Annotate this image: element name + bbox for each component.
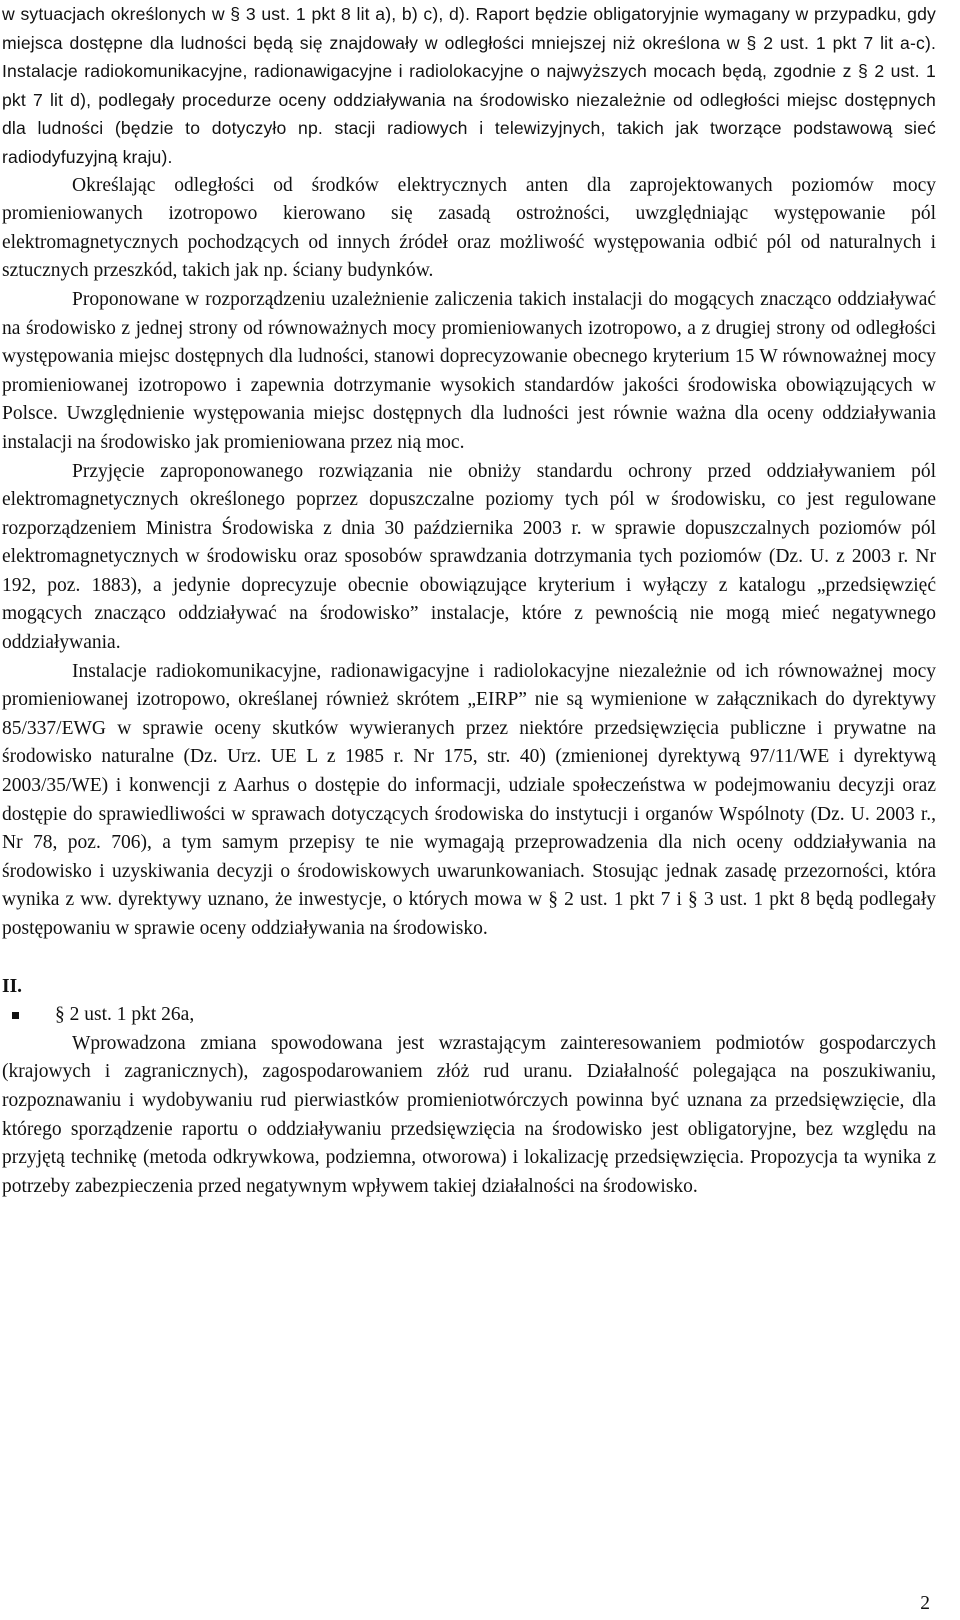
bullet-item <box>2 1001 936 1030</box>
section-heading: II. <box>2 975 23 997</box>
paragraph-6: Wprowadzona zmiana spowodowana jest wzrastającym zainteresowaniem podmiotów gospodarczych (krajowych i zagranicznych), zagospodarowaniem złóż rud uranu. Działalność polegająca na poszukiwaniu, rozpoznawaniu i wydobywaniu rud pierwiastków promieniotwórczych powinna być uznana za przedsięwzięcie, dla którego sporządzenie raportu o oddziaływaniu przedsięwzięcia na środowisko jest obligatoryjne, bez względu na przyjętą technikę (metoda odkrywkowa, podziemna, otworowa) i lokalizację przedsięwzięcia. Propozycja ta wynika z potrzeby zabezpieczenia przed negatywnym wpływem takiej działalności na środowisko. <box>2 1032 936 1197</box>
bullet-item-text: § 2 ust. 1 pkt 26a, <box>55 1004 195 1026</box>
paragraph-4: Przyjęcie zaproponowanego rozwiązania nie obniży standardu ochrony przed oddziaływaniem pól elektromagnetycznych określonego poprzez dopuszczalne poziomy tych pól w środowisku, co jest regulowane rozporządzeniem Ministra Środowiska z dnia 30 października 2003 r. w sprawie dopuszczalnych poziomów pól elektromagnetycznych w środowisku oraz sposobów sprawdzania dotrzymania tych poziomów (Dz. U. z 2003 r. Nr 192, poz. 1883), a jedynie doprecyzuje obecnie obowiązujące kryterium i wyłączy z katalogu „przedsięwzięć mogących znacząco oddziaływać na środowisko” instalacje, które z pewnością nie mogą mieć negatywnego oddziaływania. <box>2 460 936 654</box>
square-bullet-icon <box>12 1012 19 1019</box>
paragraph-5: Instalacje radiokomunikacyjne, radionawigacyjne i radiolokacyjne niezależnie od ich równoważnej mocy promieniowanej izotropowo, określanej również skrótem „EIRP” nie są wymienione w załącznikach do dyrektywy 85/337/EWG w sprawie oceny skutków wywieranych przez niektóre przedsięwzięcia publiczne i prywatne na środowisko naturalne (Dz. Urz. UE L z 1985 r. Nr 175, str. 40) (zmienionej dyrektywą 97/11/WE i dyrektywą 2003/35/WE) i konwencji z Aarhus o dostępie do informacji, udziale społeczeństwa w podejmowaniu decyzji oraz dostępie do sprawiedliwości w sprawach dotyczących środowiska do instytucji i organów Wspólnoty (Dz. U. 2003 r., Nr 78, poz. 706), a tym samym przepisy te nie wymagają przeprowadzenia dla nich oceny oddziaływania na środowisko i uzyskiwania decyzji o środowiskowych uwarunkowaniach. Stosując jednak zasadę przezorności, która wynika z ww. dyrektywy uznano, że inwestycje, o których mowa w § 2 ust. 1 pkt 7 i § 3 ust. 1 pkt 8 będą podlegały postępowaniu w sprawie oceny oddziaływania na środowisko. <box>2 660 936 939</box>
paragraph-2: Określając odległości od środków elektrycznych anten dla zaprojektowanych poziomów mocy promieniowanych izotropowo kierowano się zasadą ostrożności, uwzględniając występowanie pól elektromagnetycznych pochodzących od innych źródeł oraz możliwość występowania odbić pól od naturalnych i sztucznych przeszkód, takich jak np. ściany budynków. <box>2 174 936 282</box>
paragraph-3: Proponowane w rozporządzeniu uzależnienie zaliczenia takich instalacji do mogących znacząco oddziaływać na środowisko z jednej strony od równoważnych mocy promieniowanych izotropowo, a z drugiej strony od odległości występowania miejsc dostępnych dla ludności, stanowi doprecyzowanie obecnego kryterium 15 W równoważnej mocy promieniowanej izotropowo i zapewnia dotrzymanie wysokich standardów jakości środowiska obowiązujących w Polsce. Uwzględnienie występowania miejsc dostępnych dla ludności jest równie ważna dla oceny oddziaływania instalacji na środowisko jak promieniowana przez nią moc. <box>2 288 936 453</box>
paragraph-1: w sytuacjach określonych w § 3 ust. 1 pkt 8 lit a), b) c), d). Raport będzie obligatoryjnie wymagany w przypadku, gdy miejsca dostępne dla ludności będą się znajdowały w odległości mniejszej niż określona w § 2 ust. 1 pkt 7 lit a-c). Instalacje radiokomunikacyjne, radionawigacyjne i radiolokacyjne o najwyższych mocach będą, zgodnie z § 2 ust. 1 pkt 7 lit d), podlegały procedurze oceny oddziaływania na środowisko niezależnie od odległości miejsc dostępnych dla ludności (będzie to dotyczyło np. stacji radiowych i telewizyjnych, takich jak tworzące podstawową sieć radiodyfuzyjną kraju). <box>2 4 936 167</box>
page-number: 2 <box>920 1593 930 1614</box>
